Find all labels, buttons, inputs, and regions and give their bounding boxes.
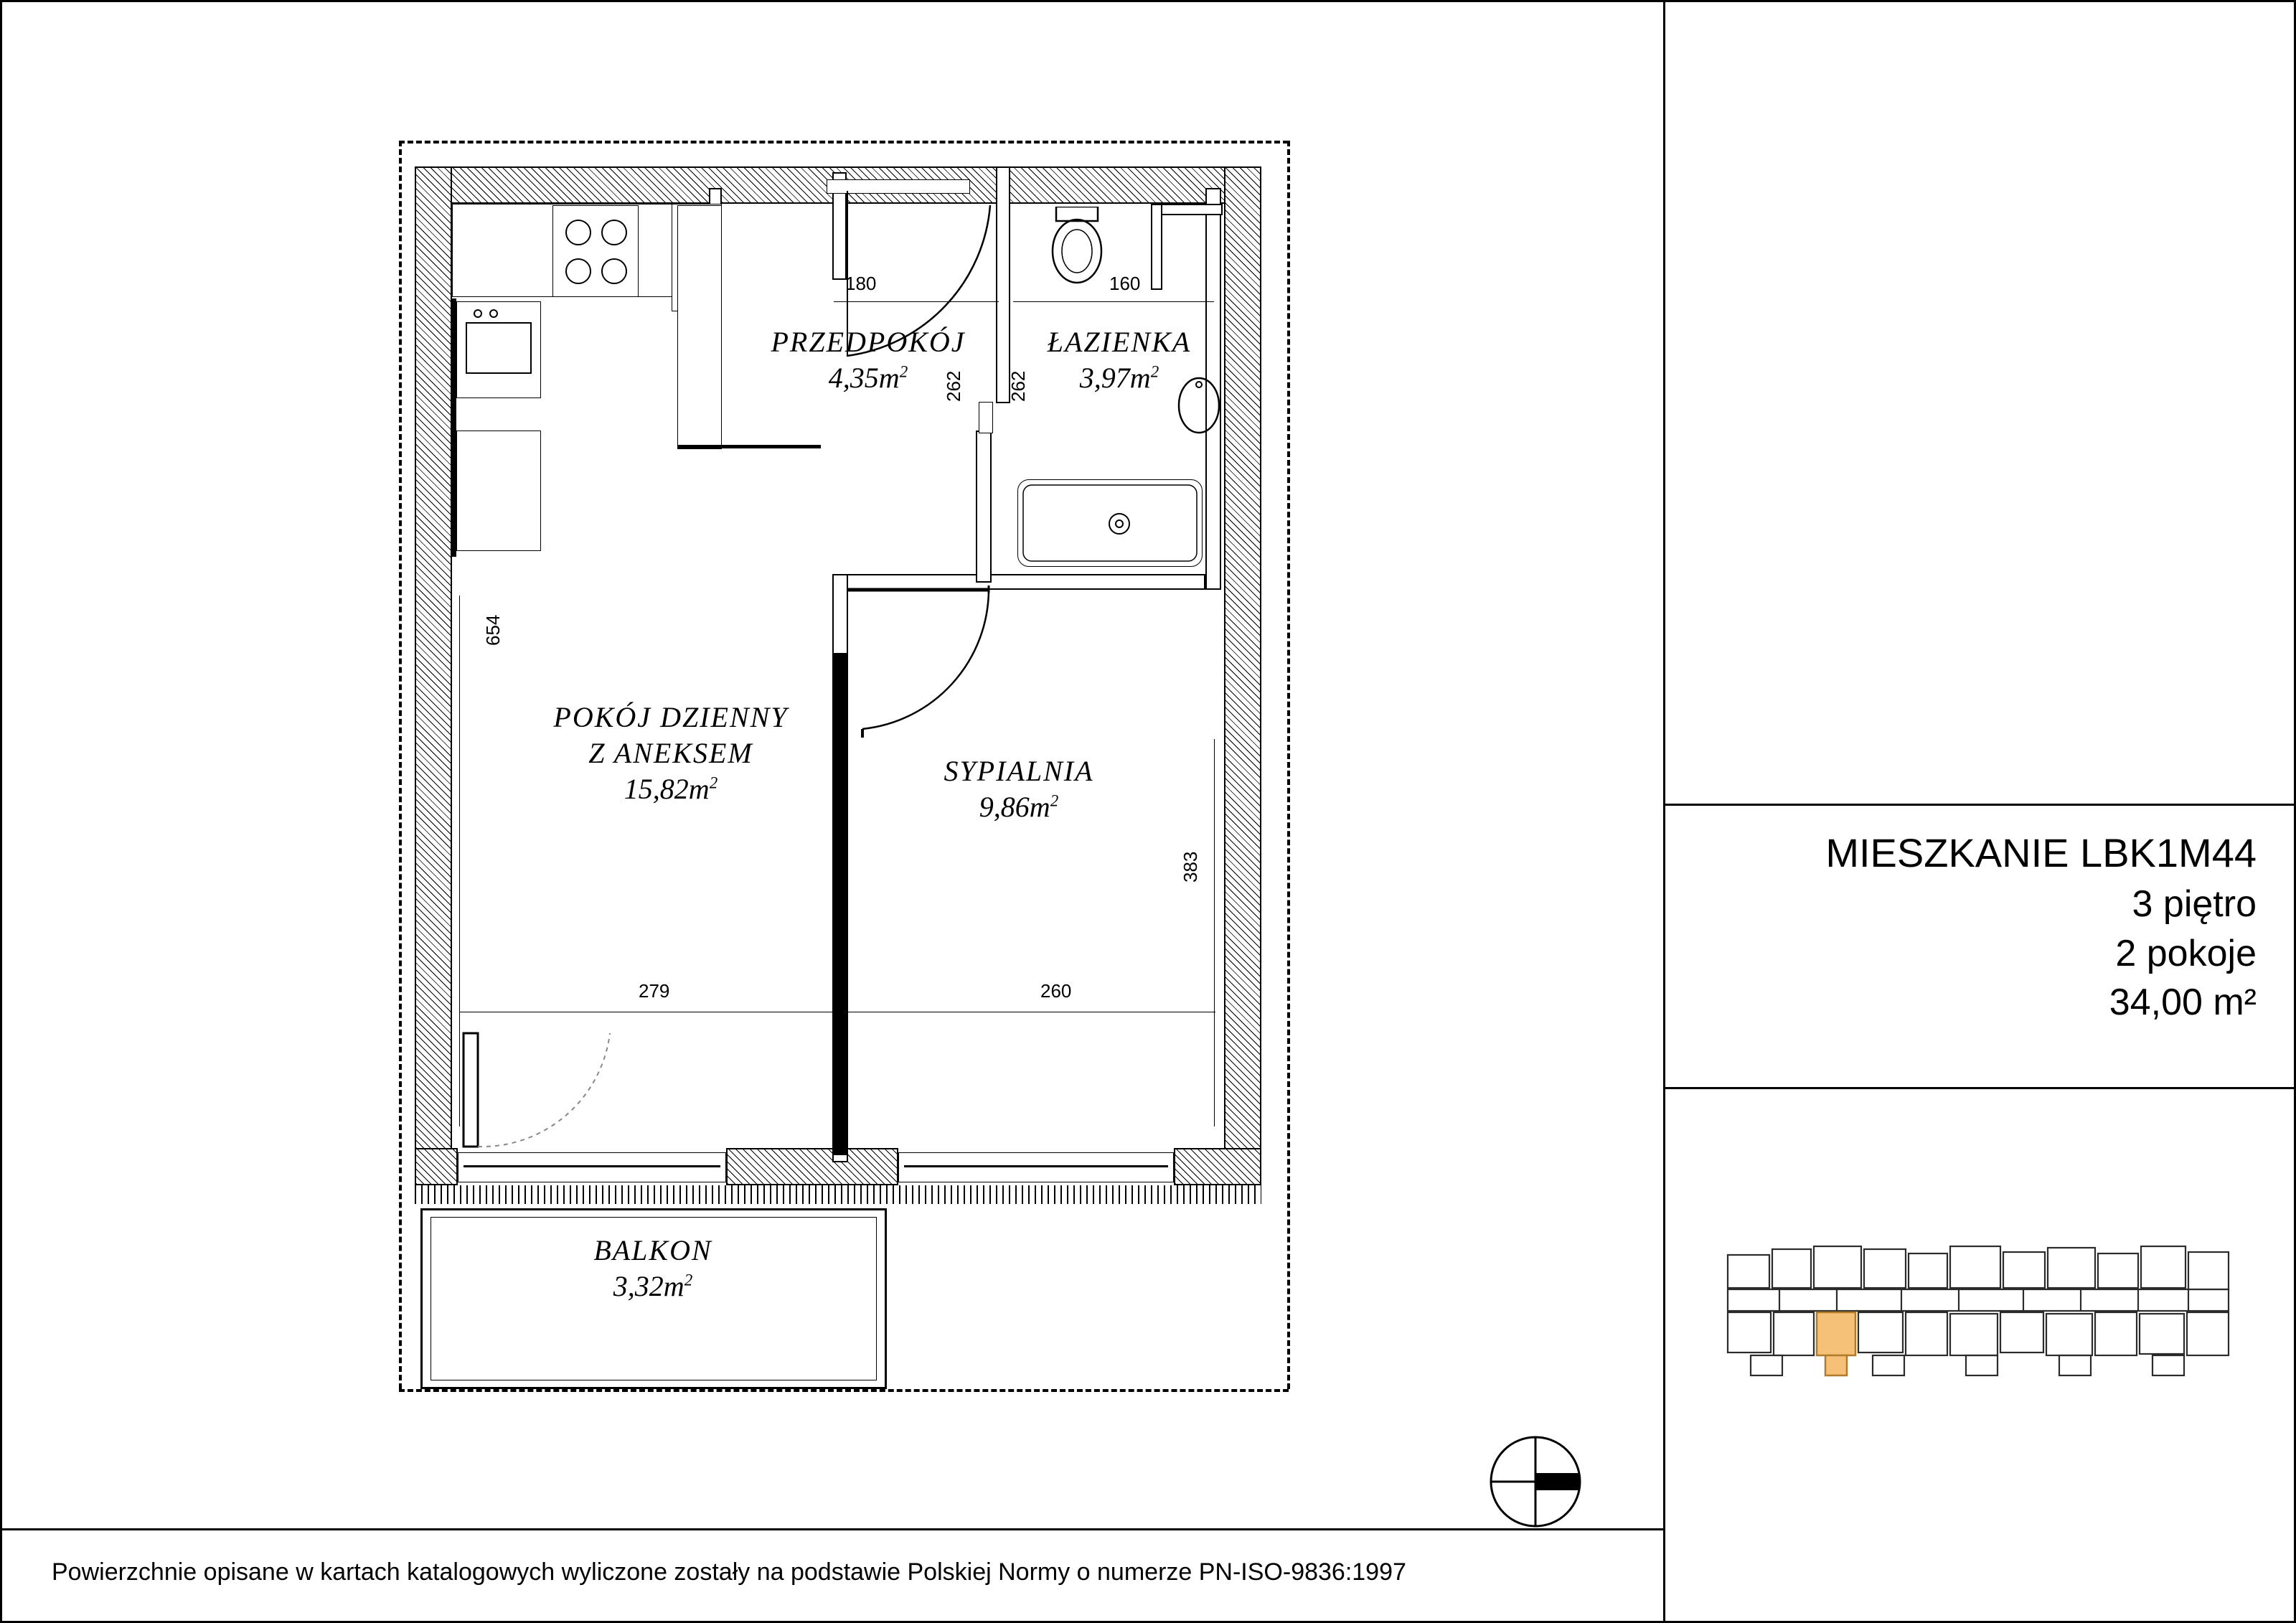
- room-area: $3,32m^2$: [613, 1270, 693, 1302]
- dimension-top-left-line: [834, 301, 999, 302]
- apartment-floor: 3 piętro: [2132, 883, 2257, 925]
- room-area: $15,82m^2$: [624, 773, 718, 805]
- boundary-dash-top: [399, 141, 1289, 144]
- apartment-area: 34,00 m²: [2109, 982, 2257, 1024]
- dimension-left-vertical: 654: [482, 614, 504, 646]
- room-name: PRZEDPOKÓJ: [771, 326, 966, 358]
- wall-right: [1224, 166, 1261, 1171]
- boundary-dash-bottom: [399, 1389, 1289, 1392]
- apartment-rooms: 2 pokoje: [2115, 932, 2257, 974]
- living-room-door-swing-icon: [848, 585, 992, 743]
- balcony-door-swing-icon: [459, 1026, 631, 1162]
- dimension-top-right: 160: [1109, 273, 1141, 294]
- dimension-right-line: [1214, 739, 1215, 1126]
- room-label-pokoj-dzienny: [502, 700, 839, 807]
- room-name: BALKON: [593, 1234, 712, 1266]
- window-bedroom-rail: [904, 1165, 1168, 1167]
- boundary-dash-right: [1287, 141, 1290, 1389]
- info-panel: [1665, 0, 2296, 1623]
- wall-left: [415, 166, 452, 1171]
- room-label-lazienka: [1004, 324, 1234, 396]
- compass-north-icon: [1478, 1424, 1593, 1539]
- kitchen-sink-icon: [456, 301, 541, 398]
- dimension-left-line: [459, 596, 460, 1126]
- wall-partition-hall-right: [976, 431, 992, 583]
- kitchen-hob-burners-icon: [552, 205, 639, 297]
- footer-note: Powierzchnie opisane w kartach katalogowych wyliczone zostały na podstawie Polskiej Normy o numerze PN-ISO-9836:1997: [52, 1558, 1406, 1586]
- balcony-edge-hatch: [415, 1185, 1261, 1204]
- room-name: ŁAZIENKA: [1047, 326, 1192, 358]
- bathtub-drain-icon: [1017, 479, 1203, 567]
- apartment-info: [1665, 805, 2296, 1088]
- wall-bottom-right: [1174, 1148, 1261, 1185]
- dimension-bottom-right: 260: [1040, 980, 1072, 1002]
- dimension-right-vertical: 383: [1180, 851, 1201, 883]
- keyplan-highlighted-unit: [1817, 1312, 1855, 1375]
- dimension-top-left: 180: [845, 273, 877, 294]
- room-area: $9,86m^2$: [979, 791, 1059, 823]
- apartment-title: MIESZKANIE LBK1M44: [1825, 830, 2257, 875]
- wall-bottom-mid: [726, 1148, 898, 1185]
- balcony-door-left-rail: [464, 1165, 720, 1167]
- hall-wall-line: [677, 445, 821, 448]
- bathroom-door-frame: [979, 402, 993, 433]
- dimension-top-right-line: [1013, 301, 1214, 302]
- boundary-dash-left: [399, 141, 402, 1389]
- room-name-2: Z ANEKSEM: [588, 737, 753, 769]
- room-area: $3,97m^2$: [1079, 362, 1159, 394]
- room-label-balkon: [459, 1233, 847, 1304]
- wall-nub-top-c: [1151, 204, 1162, 290]
- kitchen-worktop-edge: [452, 298, 456, 557]
- hall-wardrobe: [677, 205, 722, 449]
- building-keyplan-icon: [1665, 1088, 2296, 1533]
- room-name: SYPIALNIA: [944, 755, 1094, 787]
- wall-bottom-left: [415, 1148, 458, 1185]
- room-name: POKÓJ DZIENNY: [553, 701, 789, 733]
- toilet-icon: [1042, 207, 1114, 300]
- footer-bar: [0, 1530, 1665, 1623]
- dimension-door-left: 262: [943, 370, 964, 402]
- dimension-bottom-left: 279: [639, 980, 670, 1002]
- wall-partition-vertical-mid: [832, 574, 848, 654]
- kitchen-base-cabinet: [456, 431, 541, 551]
- room-area: $4,35m^2$: [828, 362, 908, 394]
- room-label-sypialnia: [883, 753, 1155, 825]
- window-bedroom: [898, 1152, 1174, 1182]
- dimension-door-right: 262: [1007, 370, 1029, 402]
